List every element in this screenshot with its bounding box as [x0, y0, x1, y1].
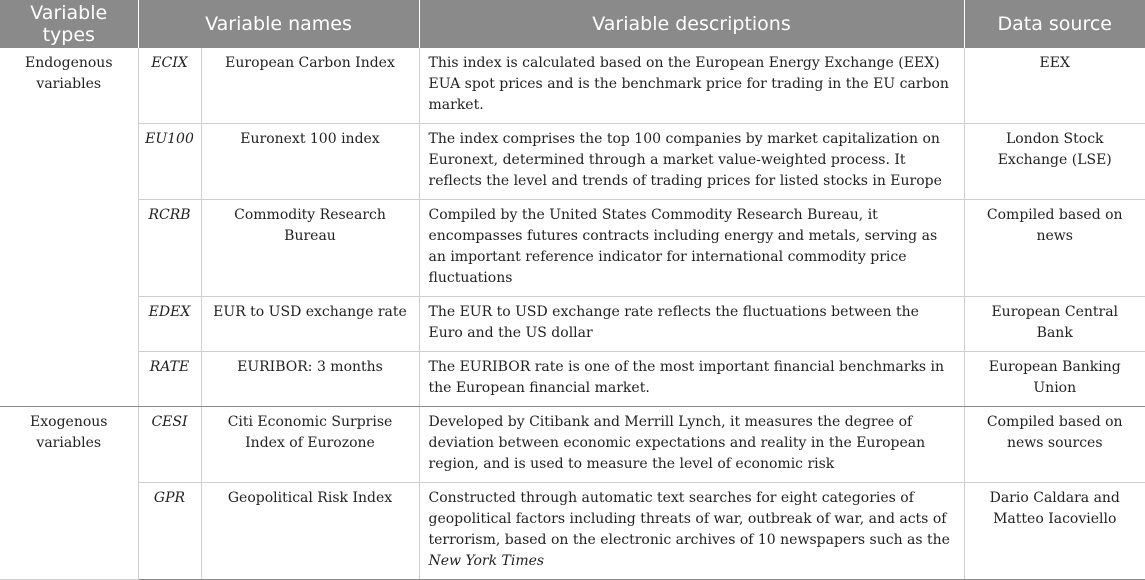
data-source: Dario Caldara and Matteo Iacoviello — [964, 483, 1145, 580]
data-source: Compiled based on news sources — [964, 407, 1145, 483]
variable-description — [419, 483, 964, 580]
data-source: EEX — [964, 48, 1145, 124]
data-source: European Banking Union — [964, 352, 1145, 407]
variable-name: Geopolitical Risk Index — [201, 483, 419, 580]
variable-name: Commodity Research Bureau — [201, 200, 419, 297]
variable-description: This index is calculated based on the European Energy Exchange (EEX) EUA spot prices and is the benchmark price for trading in the EU carbon market. — [419, 48, 964, 124]
variable-description: The EUR to USD exchange rate reflects the fluctuations between the Euro and the US dollar — [419, 297, 964, 352]
variable-name: EURIBOR: 3 months — [201, 352, 419, 407]
table-row — [0, 352, 1145, 407]
variable-abbreviation: GPR — [138, 483, 201, 580]
variable-description: The EURIBOR rate is one of the most important financial benchmarks in the European financial market. — [419, 352, 964, 407]
data-source: Compiled based on news — [964, 200, 1145, 297]
variable-abbreviation: EU100 — [138, 124, 201, 200]
variable-description: The index comprises the top 100 companies by market capitalization on Euronext, determined through a market value-weighted process. It reflects the level and trends of trading prices for listed stocks in Europe — [419, 124, 964, 200]
variable-description: Compiled by the United States Commodity Research Bureau, it encompasses futures contracts including energy and metals, serving as an important reference indicator for international commodity price fluctuations — [419, 200, 964, 297]
variable-abbreviation: RCRB — [138, 200, 201, 297]
data-source: London Stock Exchange (LSE) — [964, 124, 1145, 200]
header-row — [0, 0, 1145, 48]
variable-name: European Carbon Index — [201, 48, 419, 124]
variable-abbreviation: ECIX — [138, 48, 201, 124]
variable-type-cell: Endogenous variables — [0, 48, 138, 407]
header-variable-descriptions: Variable descriptions — [419, 0, 964, 48]
variable-type-cell: Exogenous variables — [0, 407, 138, 580]
table-row — [0, 297, 1145, 352]
table-row — [0, 124, 1145, 200]
variable-name: Citi Economic Surprise Index of Eurozone — [201, 407, 419, 483]
header-data-source: Data source — [964, 0, 1145, 48]
description-text: Constructed through automatic text searches for eight categories of geopolitical factors including threats of war, outbreak of war, and acts of terrorism, based on the electronic archives of 10 newspapers such as the — [428, 490, 950, 548]
newspaper-name: New York Times — [428, 553, 545, 569]
data-source: European Central Bank — [964, 297, 1145, 352]
variable-description: Developed by Citibank and Merrill Lynch, it measures the degree of deviation between economic expectations and reality in the European region, and is used to measure the level of economic risk — [419, 407, 964, 483]
variable-abbreviation: CESI — [138, 407, 201, 483]
variable-name: Euronext 100 index — [201, 124, 419, 200]
variable-name: EUR to USD exchange rate — [201, 297, 419, 352]
table-row — [0, 483, 1145, 580]
header-variable-types: Variable types — [0, 0, 138, 48]
table-row — [0, 200, 1145, 297]
variable-abbreviation: RATE — [138, 352, 201, 407]
header-variable-names: Variable names — [138, 0, 419, 48]
table-row — [0, 48, 1145, 124]
table-row — [0, 407, 1145, 483]
variable-abbreviation: EDEX — [138, 297, 201, 352]
